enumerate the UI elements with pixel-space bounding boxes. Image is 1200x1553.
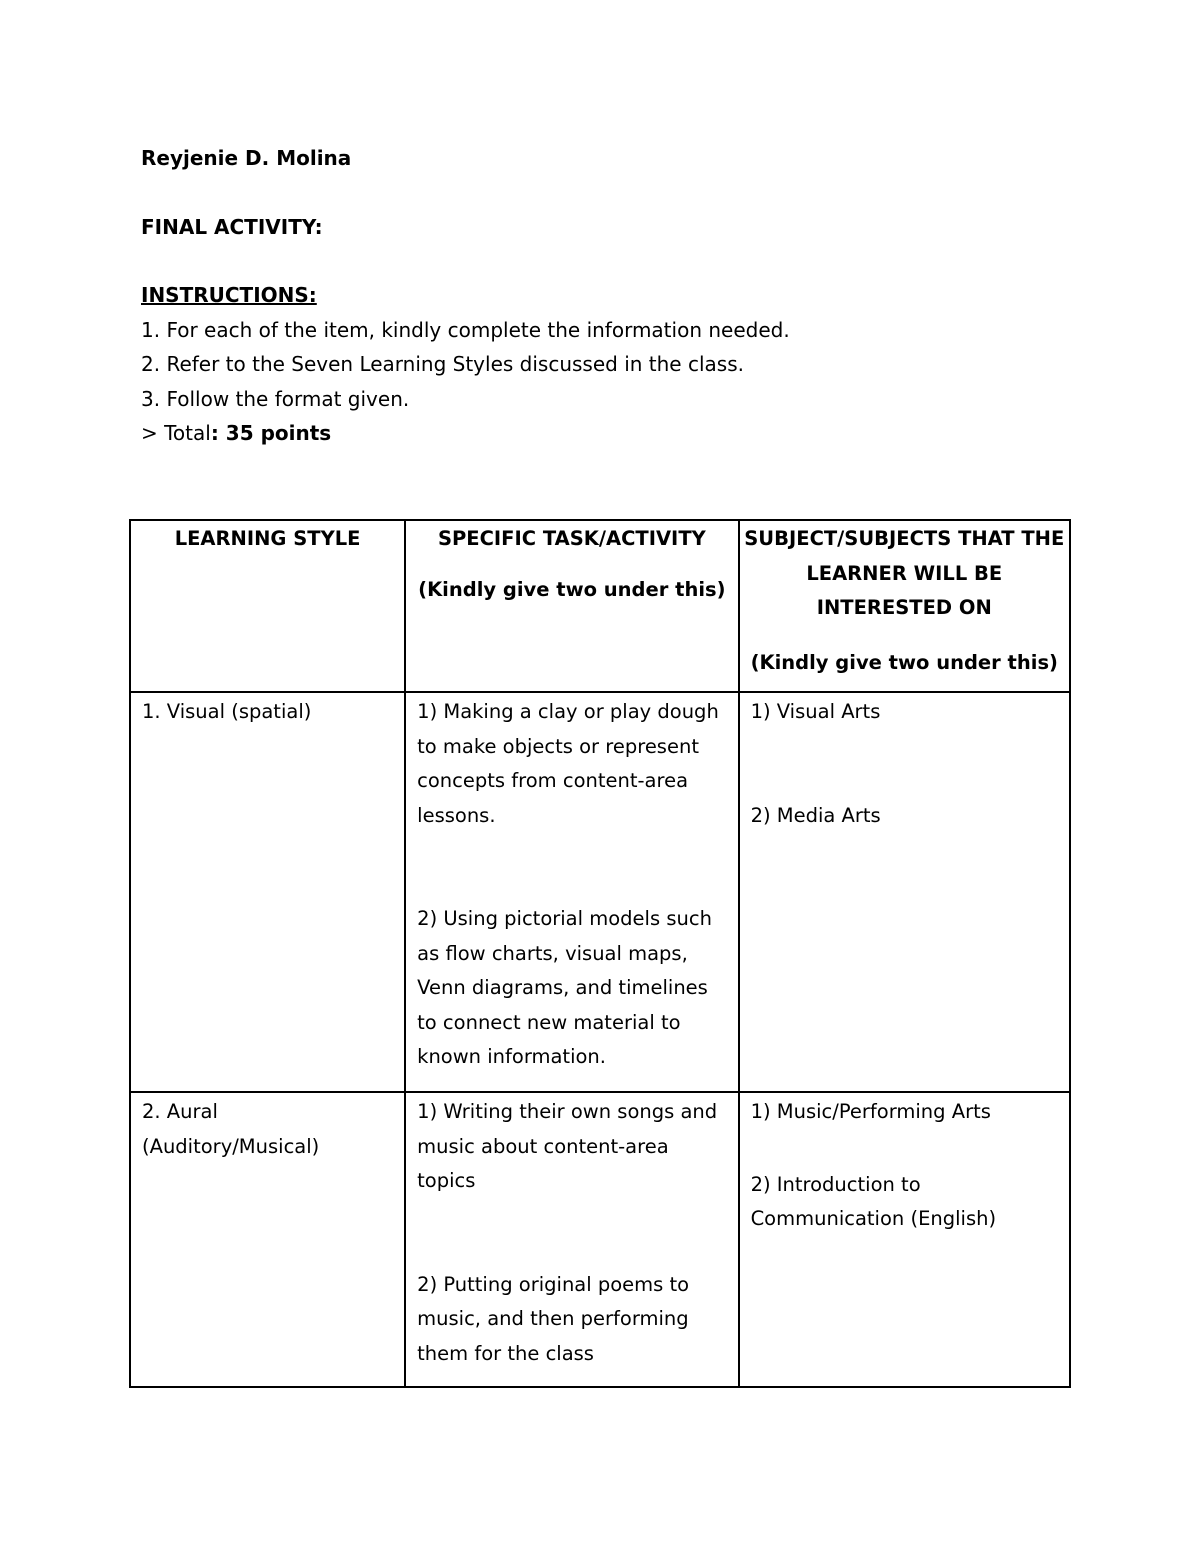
task-cell [405,1092,738,1387]
learning-styles-table [129,519,1071,1388]
header-learning-style [130,520,405,692]
header-subjects-label: SUBJECT/SUBJECTS THAT THE LEARNER WILL BE INTERESTED ON [744,527,1065,619]
task-item: 1) Writing their own songs and music about content-area topics [417,1100,718,1192]
instruction-item: 3. Follow the format given. [141,387,410,411]
subject-item: 1) Visual Arts [750,700,881,723]
subject-item: 2) Introduction to Communication (English) [750,1172,997,1230]
header-specific-task [405,520,738,692]
task-item: 2) Using pictorial models such as flow charts, visual maps, Venn diagrams, and timelines to connect new material to known information. [417,907,712,1068]
task-list [406,693,737,1075]
learning-style-text: 1. Visual (spatial) [142,700,312,723]
instruction-item: 1. For each of the item, kindly complete the information needed. [141,318,790,342]
total-points [141,421,331,445]
subject-cell [739,1092,1070,1387]
total-label: > Total [141,421,211,445]
learning-style-cell [130,1092,405,1387]
task-item: 1) Making a clay or play dough to make objects or represent concepts from content-area lessons. [417,700,719,827]
learning-style-cell [130,692,405,1092]
task-item: 2) Putting original poems to music, and then performing them for the class [417,1272,690,1365]
header-specific-task-label: SPECIFIC TASK/ACTIVITY [437,527,706,550]
header-learning-style-label: LEARNING STYLE [174,527,361,550]
learning-style-text: 2. Aural (Auditory/Musical) [142,1100,320,1158]
header-subjects [739,520,1070,692]
subject-list [740,1093,1069,1237]
table-header-row [130,520,1070,692]
header-specific-task-note: (Kindly give two under this) [418,577,726,601]
table-row [130,1092,1070,1387]
subject-cell [739,692,1070,1092]
task-cell [405,692,738,1092]
instructions-heading: INSTRUCTIONS: [141,283,317,307]
instruction-item: 2. Refer to the Seven Learning Styles discussed in the class. [141,352,744,376]
header-subjects-note: (Kindly give two under this) [750,650,1058,674]
total-value: : 35 points [210,421,332,445]
author-name: Reyjenie D. Molina [141,146,352,170]
subject-list [740,693,1069,833]
subject-item: 2) Media Arts [750,803,881,827]
activity-title: FINAL ACTIVITY: [141,215,323,239]
subject-item: 1) Music/Performing Arts [750,1100,991,1123]
table-row [130,692,1070,1092]
task-list [406,1093,737,1371]
